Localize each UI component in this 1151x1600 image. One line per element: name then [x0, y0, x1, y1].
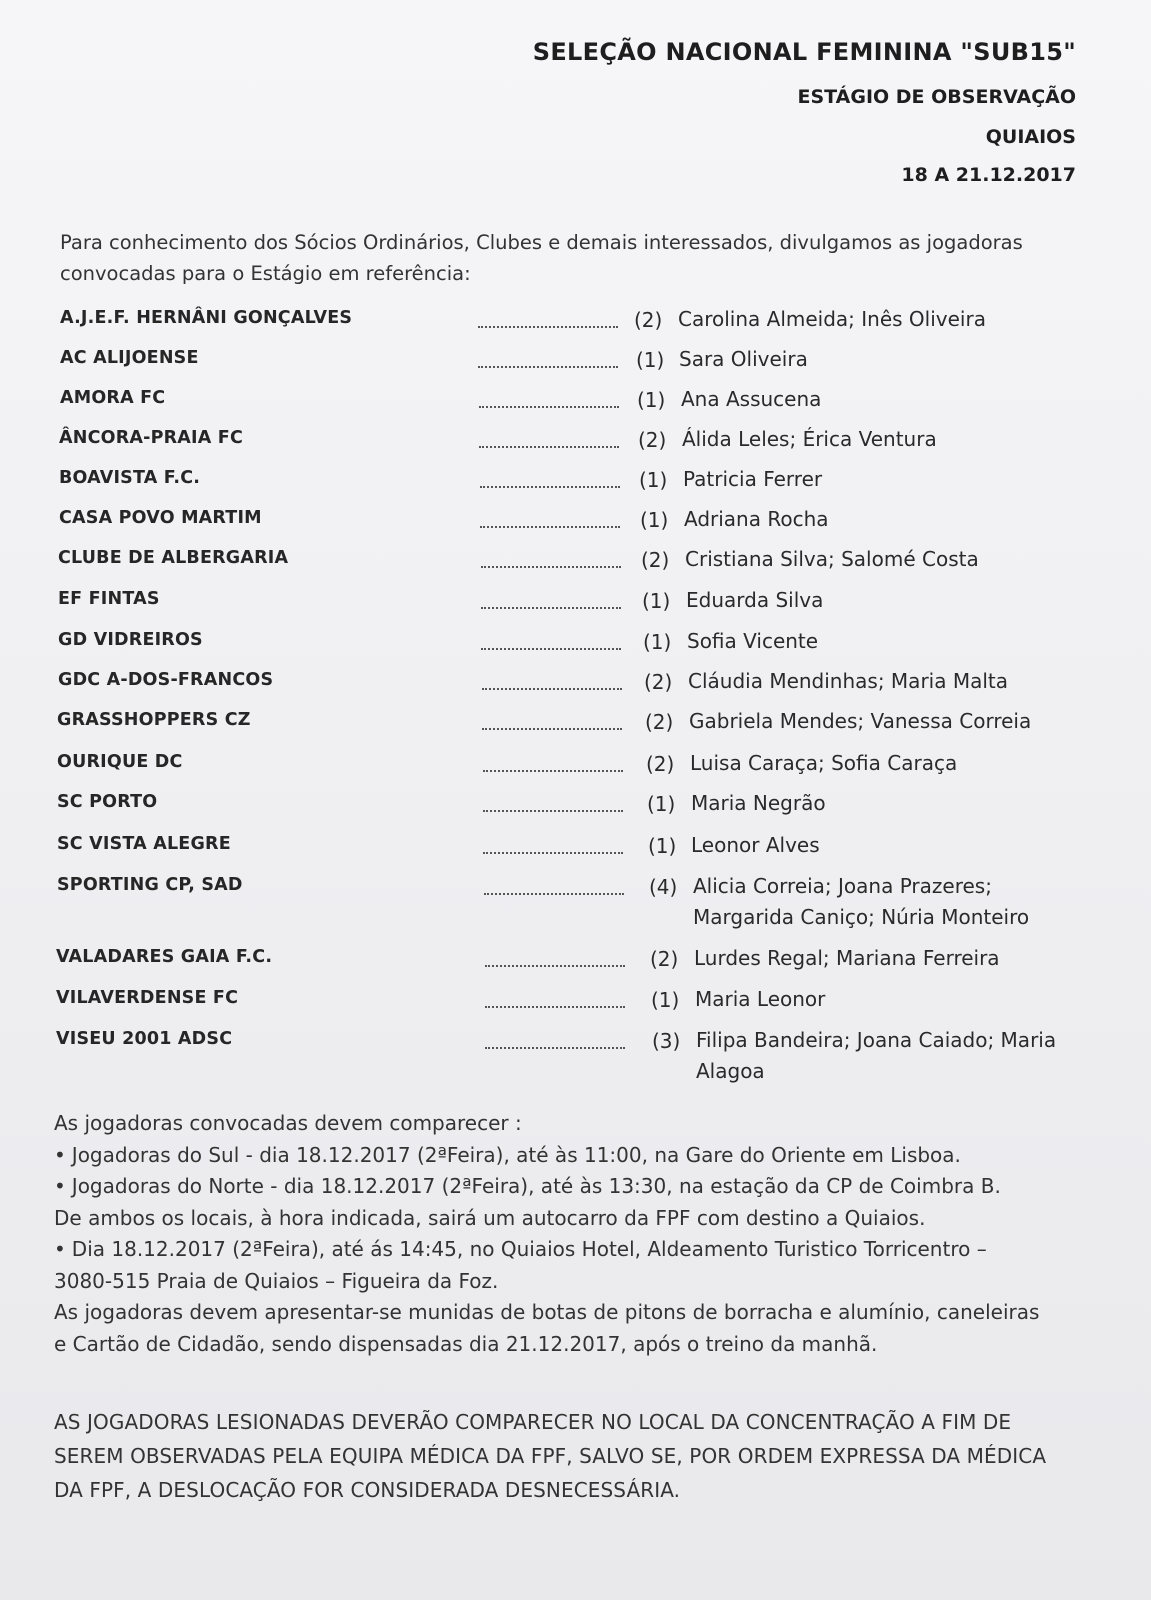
- player-names: [689, 706, 1031, 737]
- instruction-equipment: As jogadoras devem apresentar-se munidas de botas de pitons de borracha e alumínio, caneleiras: [54, 1300, 1040, 1324]
- player-line: Sara Oliveira: [679, 347, 808, 371]
- player-names: [678, 304, 986, 335]
- player-names: [695, 984, 825, 1015]
- player-line: Adriana Rocha: [684, 507, 829, 531]
- player-count: (3): [652, 1029, 681, 1053]
- club-name: VISEU 2001 ADSC: [56, 1029, 233, 1049]
- club-name: SC PORTO: [57, 792, 158, 812]
- document-dates: 18 A 21.12.2017: [901, 164, 1076, 186]
- player-count: (1): [648, 834, 677, 858]
- player-count: (2): [644, 670, 673, 694]
- dot-leader: [480, 486, 620, 488]
- player-count: (1): [636, 348, 665, 372]
- dot-leader: [479, 446, 619, 448]
- player-line: Maria Leonor: [695, 987, 826, 1011]
- player-line: Maria Negrão: [691, 791, 826, 815]
- player-line: Leonor Alves: [691, 833, 820, 857]
- player-line: Luisa Caraça; Sofia Caraça: [690, 751, 958, 775]
- club-row: [0, 1028, 1151, 1083]
- club-row: [0, 710, 1151, 750]
- instruction-south: [54, 1140, 1144, 1172]
- club-name: AMORA FC: [60, 388, 166, 408]
- player-line: Filipa Bandeira; Joana Caiado; Maria: [696, 1028, 1057, 1052]
- player-line: Alicia Correia; Joana Prazeres;: [693, 874, 992, 898]
- instructions-block: [54, 1108, 1144, 1360]
- club-row: [0, 388, 1151, 428]
- player-line: Lurdes Regal; Mariana Ferreira: [694, 946, 1000, 970]
- dot-leader: [482, 688, 622, 690]
- dot-leader: [484, 893, 624, 895]
- player-names: [687, 626, 818, 657]
- club-name: ÂNCORA-PRAIA FC: [59, 428, 243, 448]
- dot-leader: [481, 566, 621, 568]
- instruction-north-text: Jogadoras do Norte - dia 18.12.2017 (2ªFeira), até às 13:30, na estação da CP de Coimbra B.: [71, 1174, 1001, 1198]
- player-line: Gabriela Mendes; Vanessa Correia: [689, 709, 1032, 733]
- player-line: Cláudia Mendinhas; Maria Malta: [688, 669, 1008, 693]
- player-line: Ana Assucena: [681, 387, 822, 411]
- player-names: [690, 748, 957, 779]
- warning-line: SEREM OBSERVADAS PELA EQUIPA MÉDICA DA FPF, SALVO SE, POR ORDEM EXPRESSA DA MÉDICA: [54, 1444, 1047, 1468]
- dot-leader: [479, 406, 619, 408]
- club-name: CLUBE DE ALBERGARIA: [58, 548, 289, 568]
- player-count: (1): [651, 988, 680, 1012]
- player-names: [688, 666, 1008, 697]
- club-row: [0, 508, 1151, 548]
- dot-leader: [483, 810, 623, 812]
- club-name: BOAVISTA F.C.: [59, 468, 201, 488]
- club-name: SC VISTA ALEGRE: [57, 834, 231, 854]
- instruction-bus: De ambos os locais, à hora indicada, sairá um autocarro da FPF com destino a Quiaios.: [54, 1205, 926, 1230]
- player-count: (1): [639, 468, 668, 492]
- injury-warning: [54, 1405, 1151, 1507]
- club-row: [0, 752, 1151, 792]
- player-line: Eduarda Silva: [686, 588, 824, 612]
- player-line: Sofia Vicente: [687, 629, 819, 653]
- club-row: [0, 589, 1151, 629]
- player-names: [693, 871, 1029, 933]
- club-row: [0, 428, 1151, 468]
- player-count: (1): [637, 388, 666, 412]
- player-names: [683, 464, 822, 495]
- player-line: Alagoa: [696, 1059, 765, 1083]
- club-row: [0, 630, 1151, 670]
- instruction-hotel: [54, 1234, 1144, 1266]
- player-count: (2): [645, 710, 674, 734]
- player-names: [696, 1025, 1056, 1087]
- player-names: [679, 344, 808, 375]
- instruction-north: [54, 1171, 1144, 1203]
- club-name: GDC A-DOS-FRANCOS: [58, 670, 274, 690]
- document-title: SELEÇÃO NACIONAL FEMININA "SUB15": [532, 38, 1076, 66]
- warning-line: AS JOGADORAS LESIONADAS DEVERÃO COMPARECER NO LOCAL DA CONCENTRAÇÃO A FIM DE: [54, 1410, 1012, 1434]
- player-line: Álida Leles; Érica Ventura: [682, 427, 937, 451]
- dot-leader: [481, 607, 621, 609]
- player-count: (2): [634, 308, 663, 332]
- player-count: (1): [642, 589, 671, 613]
- club-name: AC ALIJOENSE: [60, 348, 199, 368]
- dot-leader: [481, 648, 621, 650]
- document-location: QUIAIOS: [985, 126, 1076, 148]
- player-names: [694, 943, 1000, 974]
- player-names: [684, 504, 829, 535]
- player-line: Margarida Caniço; Núria Monteiro: [693, 905, 1030, 929]
- player-count: (1): [647, 792, 676, 816]
- club-name: GRASSHOPPERS CZ: [57, 710, 251, 730]
- player-names: [682, 424, 937, 455]
- club-name: VALADARES GAIA F.C.: [56, 947, 273, 967]
- player-count: (2): [646, 752, 675, 776]
- instruction-hotel-text: Dia 18.12.2017 (2ªFeira), até ás 14:45, no Quiaios Hotel, Aldeamento Turistico Torricentro –: [71, 1237, 987, 1261]
- instructions-lead: As jogadoras convocadas devem comparecer :: [54, 1111, 522, 1135]
- instruction-south-text: Jogadoras do Sul - dia 18.12.2017 (2ªFeira), até às 11:00, na Gare do Oriente em Lisboa.: [71, 1142, 961, 1167]
- player-line: Carolina Almeida; Inês Oliveira: [678, 307, 986, 331]
- club-name: A.J.E.F. HERNÂNI GONÇALVES: [60, 308, 353, 328]
- dot-leader: [478, 326, 618, 328]
- club-row: [0, 348, 1151, 388]
- player-count: (1): [643, 630, 672, 654]
- club-row: [0, 947, 1151, 987]
- club-row: [0, 834, 1151, 874]
- instruction-equipment-cont: e Cartão de Cidadão, sendo dispensadas dia 21.12.2017, após o treino da manhã.: [54, 1331, 878, 1356]
- warning-line: DA FPF, A DESLOCAÇÃO FOR CONSIDERADA DESNECESSÁRIA.: [54, 1478, 681, 1502]
- dot-leader: [480, 526, 620, 528]
- player-count: (2): [638, 428, 667, 452]
- club-row: [0, 308, 1151, 348]
- dot-leader: [483, 770, 623, 772]
- dot-leader: [483, 852, 623, 854]
- player-line: Patricia Ferrer: [683, 467, 823, 491]
- player-line: Cristiana Silva; Salomé Costa: [685, 547, 979, 571]
- dot-leader: [485, 1047, 625, 1049]
- player-count: (2): [650, 947, 679, 971]
- player-count: (2): [641, 548, 670, 572]
- club-name: GD VIDREIROS: [58, 630, 203, 650]
- club-row: [0, 468, 1151, 508]
- dot-leader: [482, 728, 622, 730]
- club-row: [0, 670, 1151, 710]
- club-name: CASA POVO MARTIM: [59, 508, 262, 528]
- club-row: [0, 548, 1151, 588]
- club-row: [0, 988, 1151, 1028]
- club-name: EF FINTAS: [58, 589, 160, 609]
- club-row: [0, 792, 1151, 832]
- club-name: VILAVERDENSE FC: [56, 988, 239, 1008]
- player-names: [681, 384, 821, 415]
- intro-paragraph: Para conhecimento dos Sócios Ordinários, Clubes e demais interessados, divulgamos as jogadoras convocadas para o Estágio em referência:: [60, 231, 1023, 285]
- dot-leader: [485, 965, 625, 967]
- player-count: (4): [649, 875, 678, 899]
- player-names: [685, 544, 979, 575]
- club-row: [0, 874, 1151, 929]
- dot-leader: [478, 366, 618, 368]
- player-names: [691, 788, 826, 819]
- club-name: SPORTING CP, SAD: [57, 875, 243, 895]
- dot-leader: [485, 1006, 625, 1008]
- player-names: [691, 830, 820, 861]
- instruction-hotel-address: 3080-515 Praia de Quiaios – Figueira da Foz.: [54, 1268, 499, 1293]
- club-name: OURIQUE DC: [57, 752, 183, 772]
- player-count: (1): [640, 508, 669, 532]
- player-names: [686, 585, 823, 616]
- document-subtitle: ESTÁGIO DE OBSERVAÇÃO: [797, 86, 1076, 108]
